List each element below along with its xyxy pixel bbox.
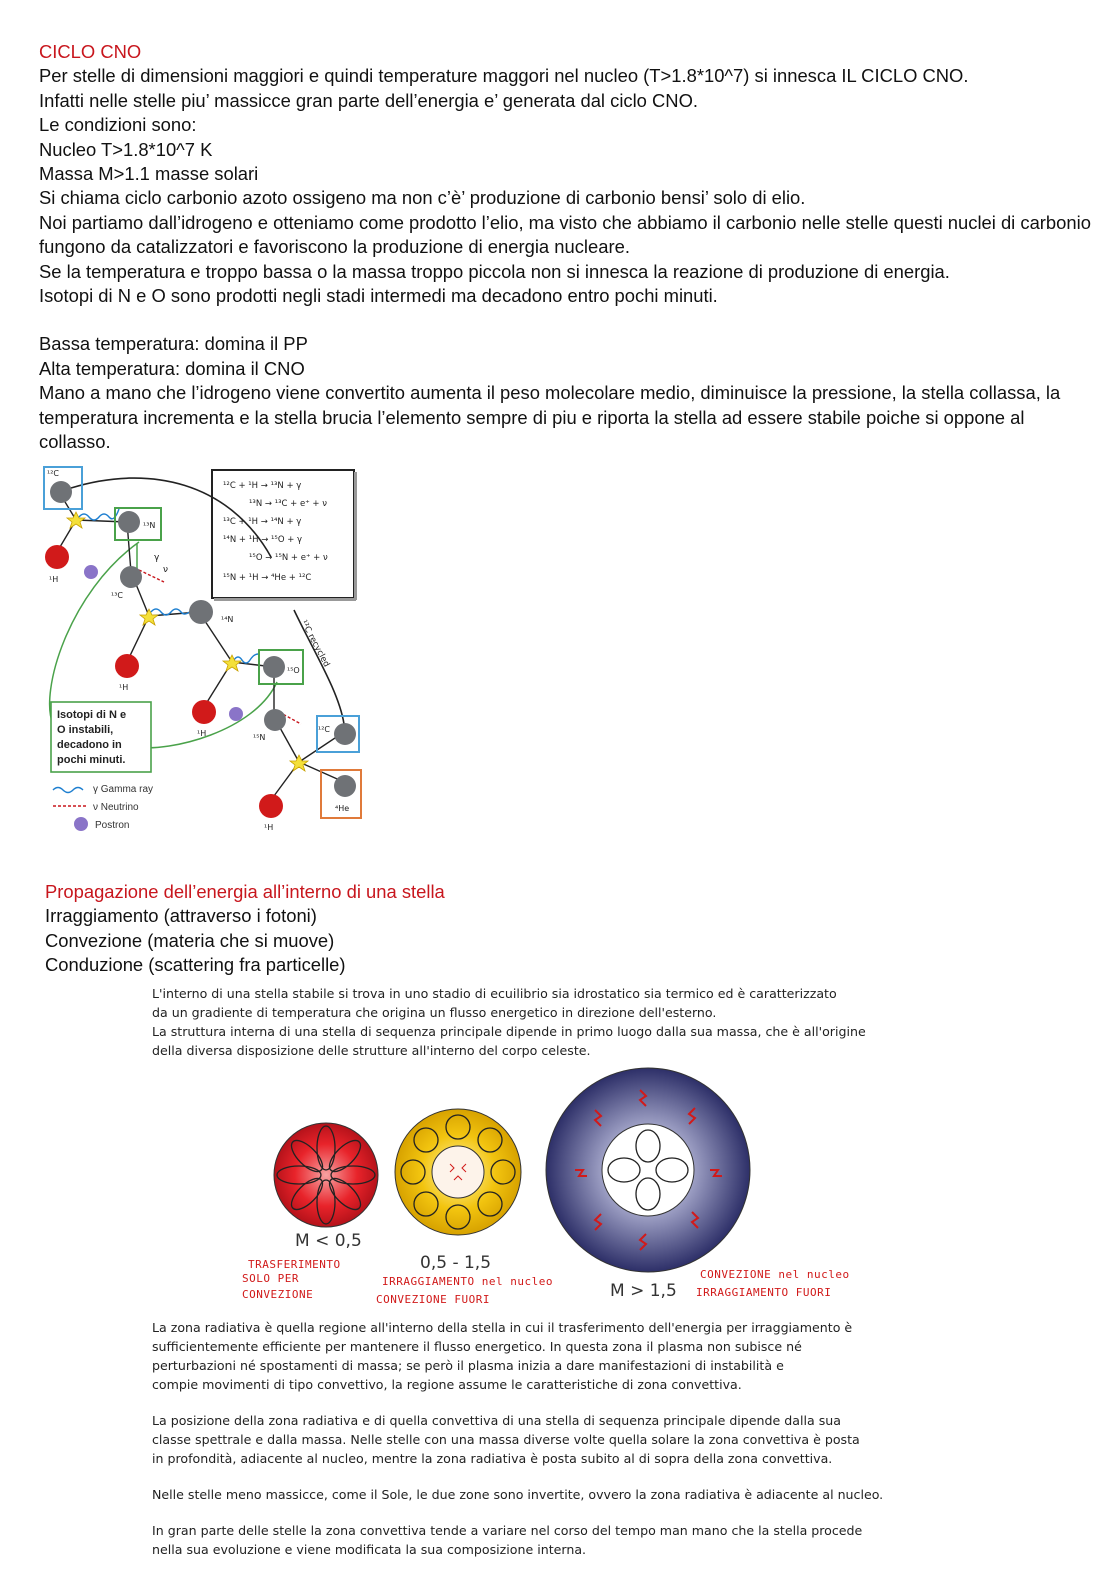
nucleus-c12 (50, 481, 72, 503)
star-small-red (274, 1123, 378, 1227)
label-h: ¹H (49, 575, 59, 584)
legend-gamma-icon (53, 788, 83, 793)
text-line: Mano a mano che l’idrogeno viene convertito aumenta il peso molecolare medio, diminuisce la pressione, la stella collassa, la temperatura incrementa e la stella brucia l’elemento sempre di piu e riporta la stella ad essere stabile poiche si oppone al collasso. (39, 382, 1061, 453)
label-n14: ¹⁴N (221, 615, 234, 624)
text-line: Nucleo T>1.8*10^7 K (39, 138, 213, 160)
label-small-star: M < 0,5 (295, 1231, 362, 1251)
proton-h (259, 794, 283, 818)
reaction-3: ¹³C + ¹H → ¹⁴N + γ (223, 517, 302, 527)
label-c13: ¹³C (111, 591, 123, 600)
legend-neutrino: ν Neutrino (93, 802, 139, 813)
proton-h (115, 654, 139, 678)
label-large-star: M > 1,5 (610, 1281, 677, 1301)
scan-paragraph (152, 1485, 912, 1504)
section-title-cno: CICLO CNO (39, 41, 142, 62)
star-structure-figure (240, 1060, 920, 1320)
proton-h (192, 700, 216, 724)
nucleus-c12-recycled (334, 723, 356, 745)
cno-cycle-diagram (39, 462, 369, 842)
handwritten-small-2: SOLO PER (242, 1272, 299, 1285)
scan-line: La posizione della zona radiativa e di quella convettiva di una stella di sequenza principale dipende dalla sua (152, 1413, 841, 1428)
scan-line: sufficientemente efficiente per mantenere il flusso energetico. In questa zona il plasma non subisce né (152, 1339, 802, 1354)
recycled-label: ¹²C recycled (298, 618, 332, 669)
text-line: Convezione (materia che si muove) (45, 929, 335, 951)
positron (229, 707, 243, 721)
label-c12: ¹²C (47, 469, 59, 478)
section-cno (39, 40, 1099, 455)
label-h: ¹H (197, 729, 207, 738)
scan-line: da un gradiente di temperatura che origina un flusso energetico in direzione dell'esterno. (152, 1005, 717, 1020)
text-line: Per stelle di dimensioni maggiori e quindi temperature maggori nel nucleo (T>1.8*10^7) si innesca IL CICLO CNO. (39, 65, 969, 87)
handwritten-small-1: TRASFERIMENTO (248, 1258, 341, 1271)
scan-line: L'interno di una stella stabile si trova in uno stadio di ecuilibrio sia idrostatico sia termico ed è caratterizzato (152, 986, 837, 1001)
reaction-1: ¹²C + ¹H → ¹³N + γ (223, 481, 302, 491)
proton-h (45, 545, 69, 569)
positron (84, 565, 98, 579)
note-line: pochi minuti. (57, 754, 126, 766)
legend-gamma: γ Gamma ray (93, 784, 154, 795)
nucleus-c13 (120, 566, 142, 588)
reaction-6: ¹⁵N + ¹H → ⁴He + ¹²C (223, 573, 312, 583)
label-n13: ¹³N (143, 521, 156, 530)
scan-paragraph (152, 1521, 912, 1559)
text-line: Infatti nelle stelle piu’ massicce gran parte dell’energia e’ generata dal ciclo CNO. (39, 89, 699, 111)
label-o15: ¹⁵O (287, 666, 300, 675)
legend-positron: Postron (95, 820, 130, 831)
scan-line: La zona radiativa è quella regione all'interno della stella in cui il trasferimento dell'energia per irraggiamento è (152, 1320, 853, 1335)
text-line: Irraggiamento (attraverso i fotoni) (45, 905, 317, 927)
nucleus-o15 (263, 656, 285, 678)
text-line: Massa M>1.1 masse solari (39, 163, 259, 185)
scan-line: in profondità, adiacente al nucleo, mentre la zona radiativa è posta subito al di sopra della zona convettiva. (152, 1451, 833, 1466)
scanned-text-intro (152, 984, 912, 1060)
text-line: Se la temperatura e troppo bassa o la massa troppo piccola non si innesca la reazione di produzione di energia. (39, 260, 950, 282)
convective-core (602, 1124, 694, 1216)
text-line: Noi partiamo dall’idrogeno e otteniamo come prodotto l’elio, ma visto che abbiamo il carbonio nelle stelle questi nuclei di carbonio fungono da catalizzatori e favoriscono la produzione di energia nucleare. (39, 211, 1091, 258)
scan-line: perturbazioni né spostamenti di massa; se però il plasma inizia a dare manifestazioni di instabilità e (152, 1358, 784, 1373)
nucleus-n13 (118, 511, 140, 533)
scan-line: Nelle stelle meno massicce, come il Sole, le due zone sono invertite, ovvero la zona radiativa è adiacente al nucleo. (152, 1487, 884, 1502)
label-nu: ν (163, 565, 169, 575)
text-line: Si chiama ciclo carbonio azoto ossigeno ma non c’è’ produzione di carbonio bensi’ solo di elio. (39, 187, 806, 209)
scan-paragraph (152, 1411, 912, 1468)
handwritten-large-2: IRRAGGIAMENTO FUORI (696, 1286, 832, 1299)
text-line: Conduzione (scattering fra particelle) (45, 954, 346, 976)
section-propagation (45, 880, 445, 978)
label-medium-star: 0,5 - 1,5 (420, 1253, 492, 1273)
scan-paragraph (152, 1318, 912, 1394)
scan-line: compie movimenti di tipo convettivo, la regione assume le caratteristiche di zona convettiva. (152, 1377, 742, 1392)
note-line: Isotopi di N e (57, 709, 127, 721)
radiative-core (432, 1146, 484, 1198)
reaction-5: ¹⁵O → ¹⁵N + e⁺ + ν (249, 553, 328, 563)
scan-line: In gran parte delle stelle la zona convettiva tende a variare nel corso del tempo man mano che la stella procede (152, 1523, 863, 1538)
reaction-2: ¹³N → ¹³C + e⁺ + ν (249, 499, 327, 509)
scan-line: della diversa disposizione delle strutture all'interno del corpo celeste. (152, 1043, 591, 1058)
scan-line: La struttura interna di una stella di sequenza principale dipende in primo luogo dalla sua massa, che è all'origine (152, 1024, 866, 1039)
nucleus-n15 (264, 709, 286, 731)
scanned-text-zones (152, 1318, 912, 1576)
text-line: Isotopi di N e O sono prodotti negli stadi intermedi ma decadono entro pochi minuti. (39, 285, 718, 307)
reaction-4: ¹⁴N + ¹H → ¹⁵O + γ (223, 535, 303, 545)
label-c12-recycled: ¹²C (318, 725, 330, 734)
text-line: Alta temperatura: domina il CNO (39, 357, 305, 379)
label-he4: ⁴He (335, 804, 350, 813)
handwritten-medium-1: IRRAGGIAMENTO nel nucleo (382, 1275, 553, 1288)
label-gamma: γ (154, 553, 160, 563)
label-h: ¹H (119, 683, 129, 692)
legend-positron-icon (74, 817, 88, 831)
note-line: decadono in (57, 739, 122, 751)
text-line: Bassa temperatura: domina il PP (39, 333, 308, 355)
label-n15: ¹⁵N (253, 733, 266, 742)
label-h: ¹H (264, 823, 274, 832)
scan-line: nella sua evoluzione e viene modificata la sua composizione interna. (152, 1542, 587, 1557)
note-line: O instabili, (57, 724, 114, 736)
nucleus-he4 (334, 775, 356, 797)
section-title-propagation: Propagazione dell’energia all’interno di una stella (45, 881, 445, 902)
handwritten-medium-2: CONVEZIONE FUORI (376, 1293, 490, 1306)
text-line: Le condizioni sono: (39, 114, 197, 136)
handwritten-small-3: CONVEZIONE (242, 1288, 314, 1301)
handwritten-large-1: CONVEZIONE nel nucleo (700, 1268, 850, 1281)
nucleus-n14 (189, 600, 213, 624)
scan-line: classe spettrale e dalla massa. Nelle stelle con una massa diverse volte quella solare la zona convettiva è posta (152, 1432, 860, 1447)
